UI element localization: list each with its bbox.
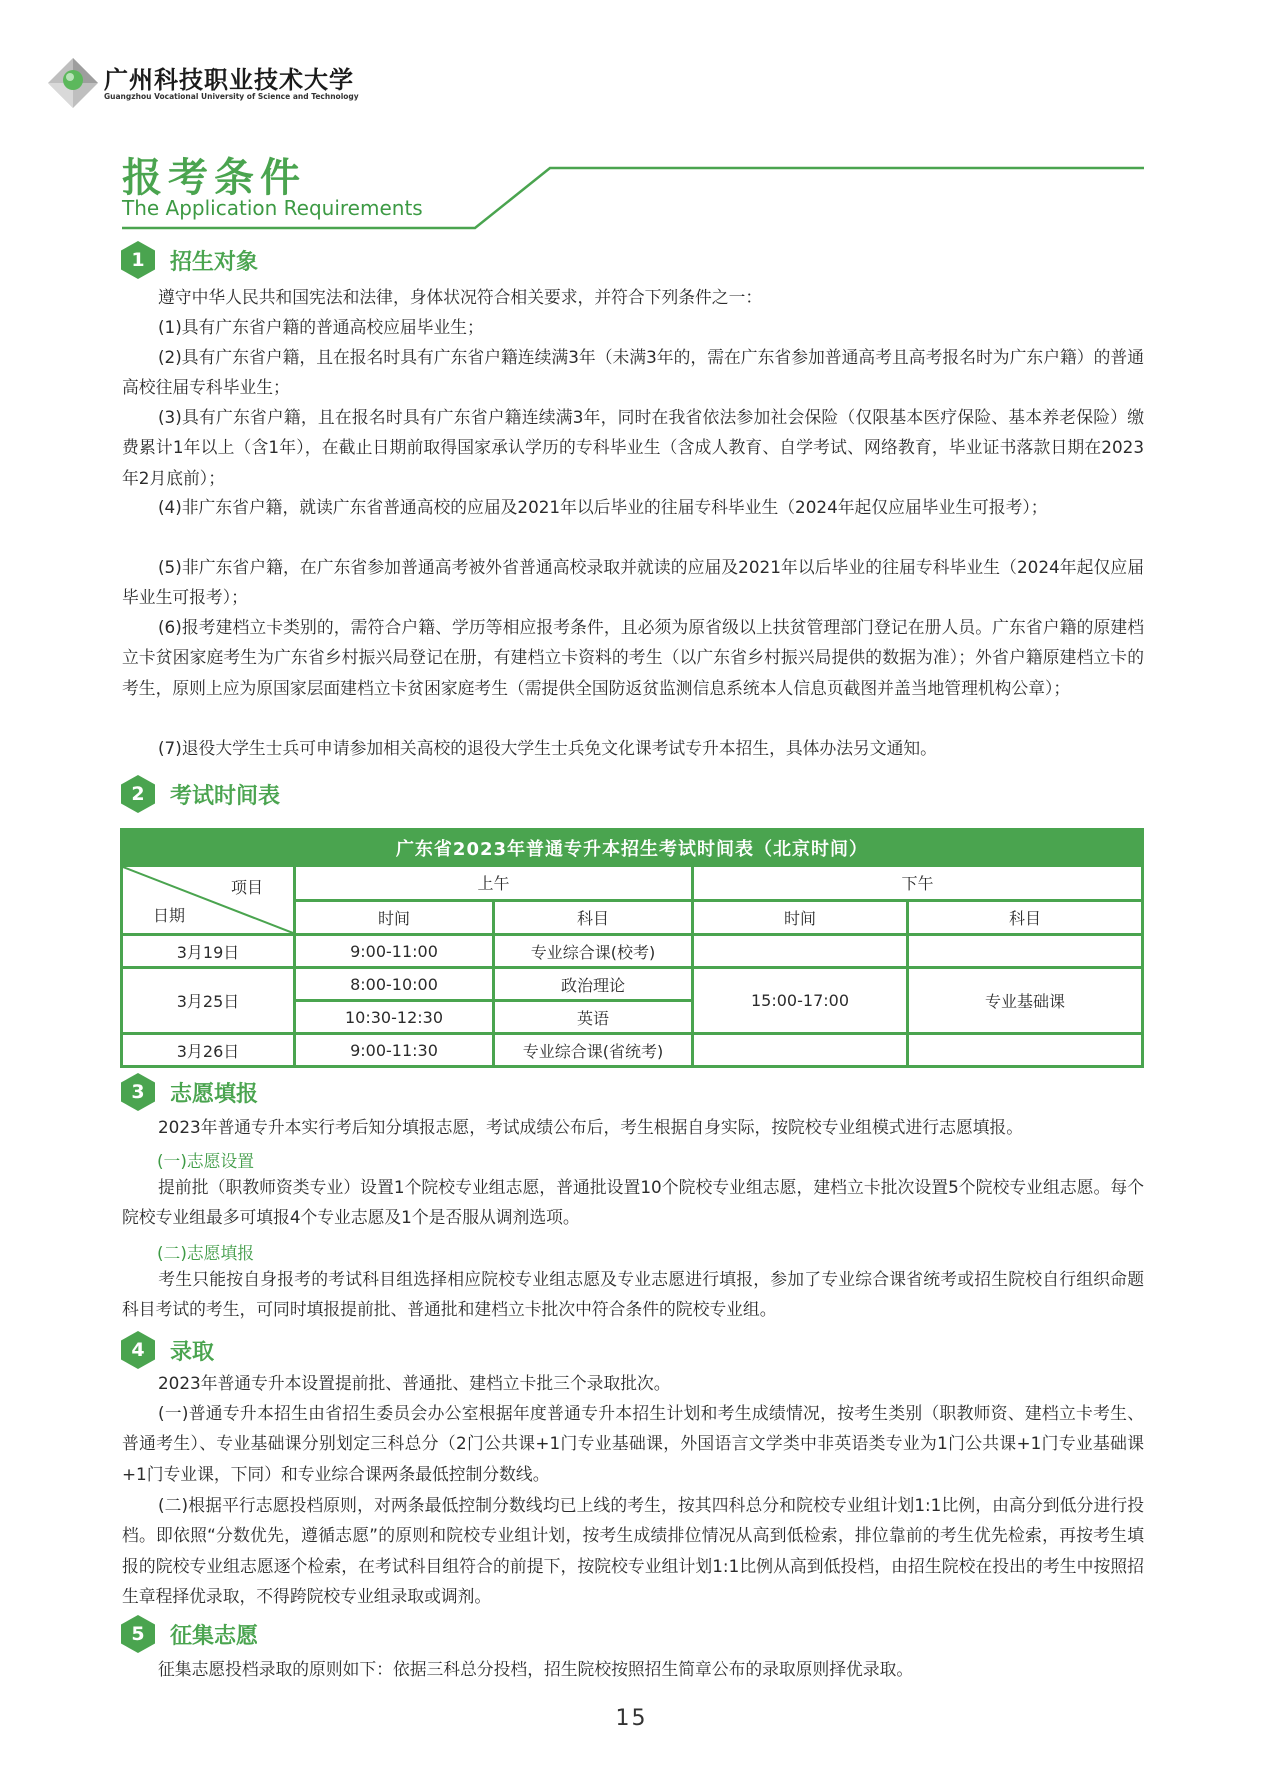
empty-cell [908, 1034, 1143, 1067]
table-row [122, 1034, 1143, 1067]
corner-label-date: 日期 [153, 906, 186, 925]
table-row [122, 935, 1143, 968]
header-pm-time: 时间 [693, 900, 908, 935]
requirement-item-7: (7)退役大学生士兵可申请参加相关高校的退役大学生士兵免文化课考试专升本招生，具体办法另文通知。 [158, 738, 937, 758]
section-2-title: 考试时间表 [170, 784, 281, 809]
empty-cell [693, 1034, 908, 1067]
table-row [122, 968, 1143, 1001]
volunteer-filling-text: 考生只能按自身报考的考试科目组选择相应院校专业组志愿及专业志愿进行填报，参加了专业综合课省统考或招生院校自行组织命题科目考试的考生，可同时填报提前批、普通批和建档立卡批次中符合条件的院校专业组。 [122, 1269, 1144, 1320]
requirement-item-6: (6)报考建档立卡类别的，需符合户籍、学历等相应报考条件，且必须为原省级以上扶贫管理部门登记在册人员。广东省户籍的原建档立卡贫困家庭考生为广东省乡村振兴局登记在册，有建档立卡资料的考生（以广东省乡村振兴局提供的数据为准）；外省户籍原建档立卡的考生，原则上应为原国家层面建档立卡贫困家庭考生（需提供全国防返贫监测信息系统本人信息页截图并盖当地管理机构公章）； [122, 617, 1144, 698]
time-cell: 15:00-17:00 [693, 968, 908, 1034]
corner-label-item: 项目 [230, 878, 263, 897]
header-pm-subject: 科目 [908, 900, 1143, 935]
page-title: 报考条件 [122, 155, 306, 201]
admission-intro: 2023年普通专升本设置提前批、普通批、建档立卡批三个录取批次。 [158, 1373, 671, 1393]
subject-cell: 政治理论 [494, 968, 693, 1001]
title-decoration-line [0, 0, 1263, 240]
subject-cell: 专业综合课(校考) [494, 935, 693, 968]
empty-cell [908, 935, 1143, 968]
date-cell: 3月25日 [122, 968, 295, 1034]
volunteer-setting-text: 提前批（职教师资类专业）设置1个院校专业组志愿，普通批设置10个院校专业组志愿，建档立卡批次设置5个院校专业组志愿。每个院校专业组最多可填报4个专业志愿及1个是否服从调剂选项。 [122, 1177, 1144, 1228]
section-3-intro: 2023年普通专升本实行考后知分填报志愿，考试成绩公布后，考生根据自身实际，按院校专业组模式进行志愿填报。 [158, 1117, 1023, 1137]
time-cell: 8:00-10:00 [295, 968, 494, 1001]
subject-cell: 英语 [494, 1001, 693, 1034]
schedule-corner-cell [122, 866, 295, 935]
university-name-cn: 广州科技职业技术大学 [104, 66, 354, 94]
date-cell: 3月19日 [122, 935, 295, 968]
section-5-title: 征集志愿 [170, 1624, 259, 1649]
schedule-title: 广东省2023年普通专升本招生考试时间表（北京时间） [122, 830, 1143, 866]
header-am-subject: 科目 [494, 900, 693, 935]
date-cell: 3月26日 [122, 1034, 295, 1067]
time-cell: 9:00-11:00 [295, 935, 494, 968]
header-afternoon: 下午 [693, 866, 1143, 901]
diagonal-line [123, 867, 293, 933]
exam-schedule-table [120, 828, 1144, 1068]
requirement-item-5: (5)非广东省户籍，在广东省参加普通高考被外省普通高校录取并就读的应届及2021年以后毕业的往届专科毕业生（2024年起仅应届毕业生可报考）； [122, 557, 1144, 608]
section-1-title: 招生对象 [170, 250, 259, 275]
empty-cell [693, 935, 908, 968]
requirement-item-2: (2)具有广东省户籍，且在报名时具有广东省户籍连续满3年（未满3年的，需在广东省参加普通高考且高考报名时为广东户籍）的普通高校往届专科毕业生； [122, 347, 1144, 398]
page-number: 15 [615, 1706, 648, 1731]
section-3-title: 志愿填报 [170, 1082, 259, 1107]
requirement-item-3: (3)具有广东省户籍，且在报名时具有广东省户籍连续满3年，同时在我省依法参加社会保险（仅限基本医疗保险、基本养老保险）缴费累计1年以上（含1年），在截止日期前取得国家承认学历的专科毕业生（含成人教育、自学考试、网络教育，毕业证书落款日期在2023年2月底前）； [122, 407, 1144, 488]
admission-item-1: (一)普通专升本招生由省招生委员会办公室根据年度普通专升本招生计划和考生成绩情况，按考生类别（职教师资、建档立卡考生、普通考生）、专业基础课分别划定三科总分（2门公共课+1门专业基础课，外国语言文学类中非英语类专业为1门公共课+1门专业基础课+1门专业课，下同）和专业综合课两条最低控制分数线。 [122, 1403, 1144, 1484]
supplementary-text: 征集志愿投档录取的原则如下：依据三科总分投档，招生院校按照招生简章公布的录取原则择优录取。 [158, 1659, 914, 1679]
subject-cell: 专业基础课 [908, 968, 1143, 1034]
header-am-time: 时间 [295, 900, 494, 935]
header-morning: 上午 [295, 866, 693, 901]
requirement-item-1: (1)具有广东省户籍的普通高校应届毕业生； [158, 317, 484, 337]
time-cell: 9:00-11:30 [295, 1034, 494, 1067]
admission-item-2: (二)根据平行志愿投档原则，对两条最低控制分数线均已上线的考生，按其四科总分和院校专业组计划1:1比例，由高分到低分进行投档。即依照“分数优先，遵循志愿”的原则和院校专业组计划，按考生成绩排位情况从高到低检索，排位靠前的考生优先检索，再按考生填报的院校专业组志愿逐个检索，在考试科目组符合的前提下，按院校专业组计划1:1比例从高到低投档，由招生院校在投出的考生中按照招生章程择优录取，不得跨院校专业组录取或调剂。 [122, 1495, 1144, 1606]
time-cell: 10:30-12:30 [295, 1001, 494, 1034]
subject-cell: 专业综合课(省统考) [494, 1034, 693, 1067]
university-name-en: Guangzhou Vocational University of Science and Technology [104, 92, 359, 101]
section-4-title: 录取 [170, 1340, 215, 1365]
page-subtitle: The Application Requirements [122, 196, 423, 220]
section-1-intro: 遵守中华人民共和国宪法和法律，身体状况符合相关要求，并符合下列条件之一： [158, 287, 763, 307]
requirement-item-4: (4)非广东省户籍，就读广东省普通高校的应届及2021年以后毕业的往届专科毕业生（2024年起仅应届毕业生可报考）； [158, 497, 1048, 517]
subheading-volunteer-setting: (一)志愿设置 [157, 1151, 255, 1171]
subheading-volunteer-filling: (二)志愿填报 [157, 1243, 255, 1263]
